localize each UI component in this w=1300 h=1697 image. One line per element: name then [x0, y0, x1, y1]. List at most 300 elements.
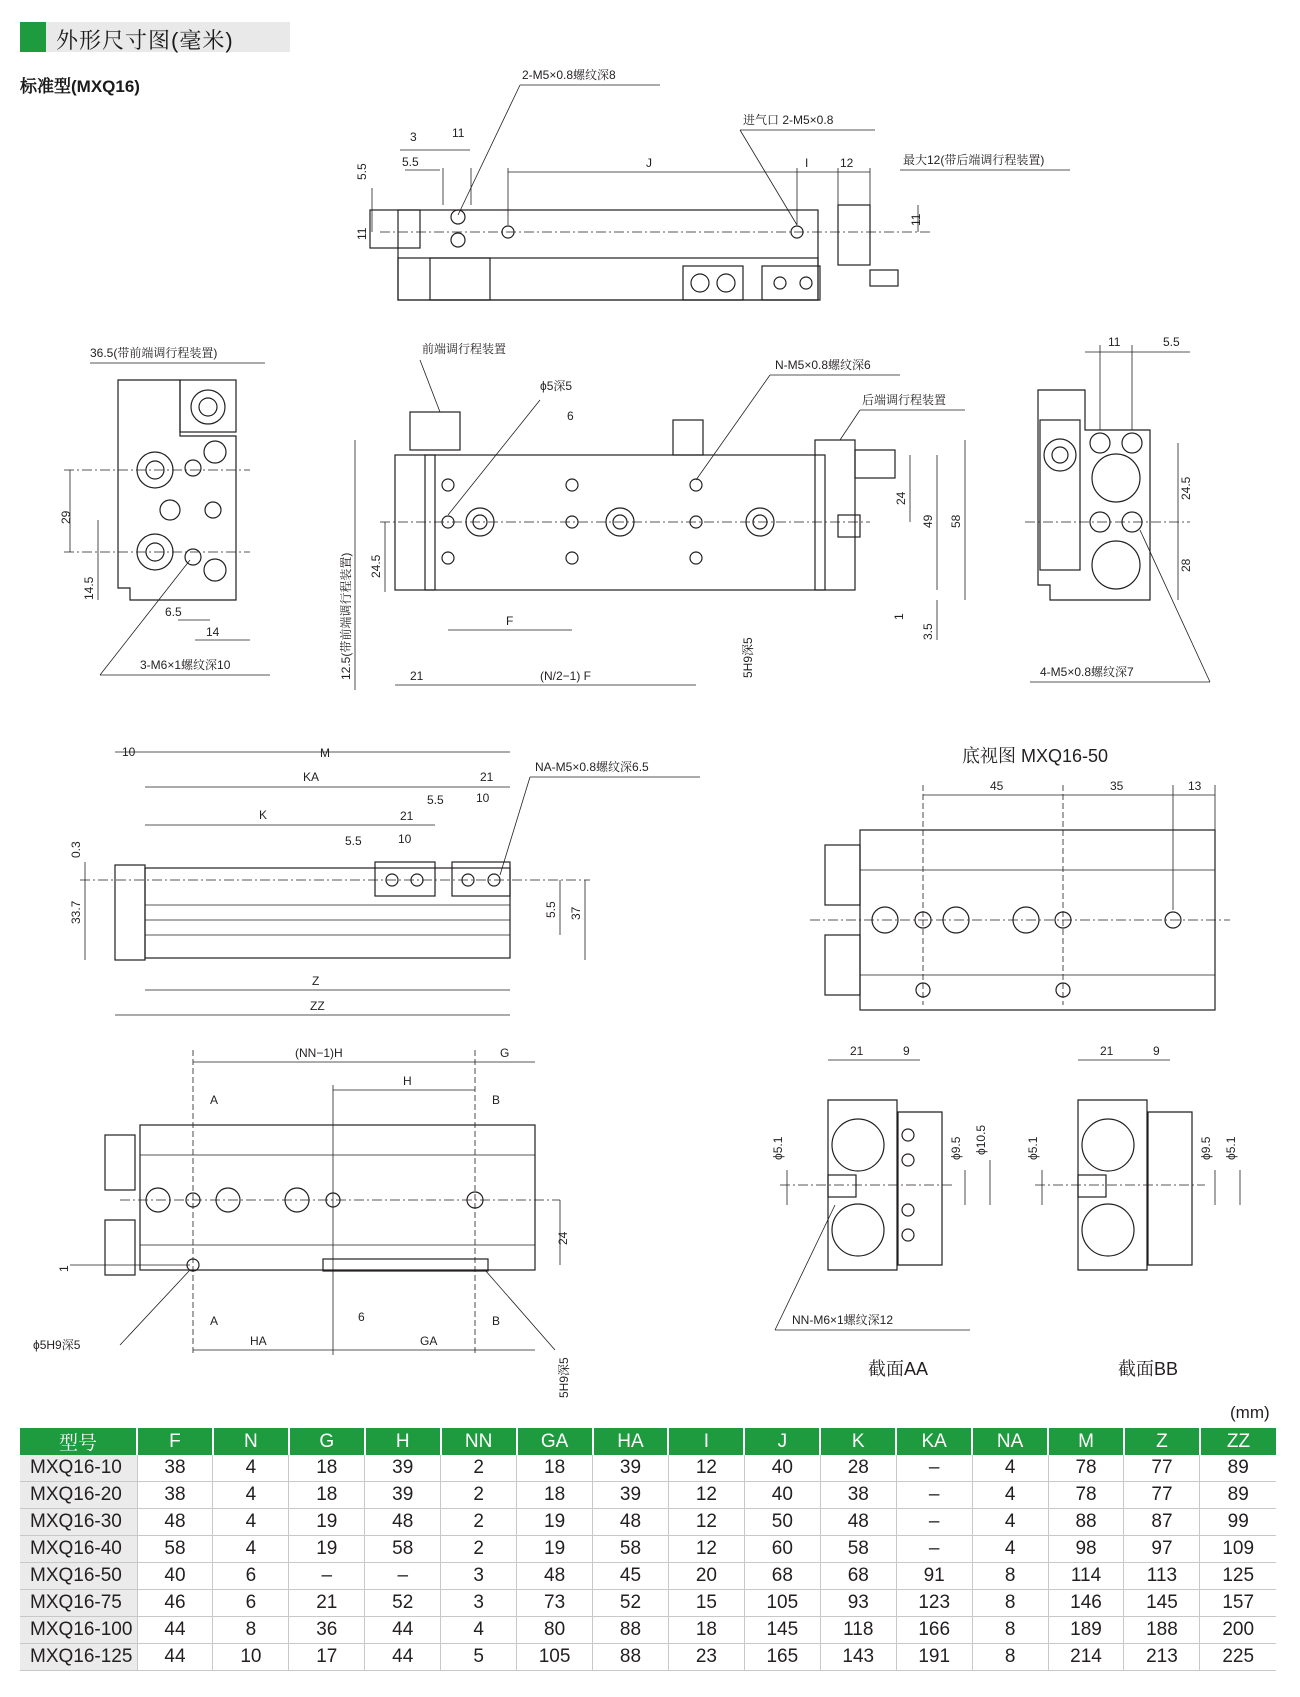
- table-row: [20, 1509, 1276, 1536]
- value-cell: 3: [441, 1590, 517, 1617]
- value-cell: 213: [1124, 1644, 1200, 1671]
- value-cell: 188: [1124, 1617, 1200, 1644]
- value-cell: 2: [441, 1455, 517, 1482]
- side-dim-10b: 10: [398, 832, 412, 846]
- section-aa-note: NN-M6×1螺纹深12: [792, 1313, 894, 1327]
- side-dim-21b: 21: [400, 809, 414, 823]
- value-cell: 19: [289, 1536, 365, 1563]
- value-cell: 19: [289, 1509, 365, 1536]
- table-row: [20, 1617, 1276, 1644]
- header-na: NA: [972, 1428, 1048, 1455]
- value-cell: 125: [1200, 1563, 1276, 1590]
- right-end-view: [1025, 345, 1210, 682]
- bottom-dim-G-text: G: [500, 1046, 510, 1060]
- bottom50-title: 底视图 MXQ16-50: [962, 746, 1109, 766]
- value-cell: 40: [137, 1563, 213, 1590]
- side-dim-0-3: 0.3: [69, 841, 83, 858]
- value-cell: 58: [137, 1536, 213, 1563]
- top-view-port-block: [683, 266, 743, 300]
- bottom-dim-6: 6: [358, 1310, 365, 1324]
- table-header-row: [20, 1428, 1276, 1455]
- top-dim-v-5-5: 5.5: [355, 163, 369, 180]
- top-hole-8: [800, 277, 812, 289]
- right-leader: [1140, 530, 1210, 682]
- section-aa-slider: [898, 1112, 942, 1265]
- section-aa-bore-1: [832, 1119, 884, 1171]
- value-cell: 157: [1200, 1590, 1276, 1617]
- value-cell: 10: [213, 1644, 289, 1671]
- value-cell: 78: [1048, 1482, 1124, 1509]
- bottom50-dim-35: 35: [1110, 779, 1124, 793]
- value-cell: 21: [289, 1590, 365, 1617]
- front-end-plate: [395, 455, 435, 590]
- top-dim-11: 11: [452, 126, 465, 140]
- side-dim-K-text: K: [259, 808, 268, 822]
- header-model: 型号: [20, 1428, 137, 1455]
- value-cell: 4: [213, 1536, 289, 1563]
- side-dim-10: 10: [122, 745, 136, 759]
- value-cell: 44: [137, 1644, 213, 1671]
- front-front-adjuster: [410, 412, 460, 450]
- top-view: [370, 85, 1070, 300]
- value-cell: 18: [289, 1482, 365, 1509]
- side-dim-KA-text: KA: [303, 770, 320, 784]
- bottom50-end-1: [825, 845, 860, 905]
- section-aa-leader: [775, 1205, 835, 1330]
- value-cell: 146: [1048, 1590, 1124, 1617]
- left-dim-29-text: 29: [59, 510, 73, 524]
- value-cell: 93: [820, 1590, 896, 1617]
- top-dim-I: I: [805, 156, 809, 170]
- right-dim-5-5: 5.5: [1163, 335, 1180, 349]
- value-cell: 113: [1124, 1563, 1200, 1590]
- top-view-rail: [398, 258, 818, 300]
- value-cell: 4: [213, 1455, 289, 1482]
- value-cell: 68: [744, 1563, 820, 1590]
- value-cell: 77: [1124, 1482, 1200, 1509]
- top-dim-3: 3: [410, 130, 417, 144]
- bottom-dim-NN1H-text: (NN−1)H: [295, 1046, 343, 1060]
- front-leader-hole: [448, 400, 540, 515]
- value-cell: 12: [668, 1509, 744, 1536]
- header-g: G: [289, 1428, 365, 1455]
- top-hole-5: [691, 274, 709, 292]
- value-cell: 6: [213, 1590, 289, 1617]
- right-dim-28-text: 28: [1179, 558, 1193, 572]
- header-ka: KA: [896, 1428, 972, 1455]
- header-h: H: [365, 1428, 441, 1455]
- bottom-dim-H-text: H: [403, 1074, 412, 1088]
- value-cell: 189: [1048, 1617, 1124, 1644]
- right-bore-1: [1092, 454, 1140, 502]
- section-aa-title: 截面AA: [868, 1359, 929, 1379]
- left-dim-6-5-text: 6.5: [165, 605, 182, 619]
- value-cell: 48: [820, 1509, 896, 1536]
- front-dim-58-text: 58: [949, 514, 963, 528]
- top-hole-7: [774, 277, 786, 289]
- value-cell: 97: [1124, 1536, 1200, 1563]
- header-zz: ZZ: [1200, 1428, 1276, 1455]
- value-cell: 4: [213, 1509, 289, 1536]
- bottom-end-2: [105, 1220, 135, 1275]
- right-hole-2: [1122, 433, 1142, 453]
- top-view-rear-stop: [838, 205, 870, 265]
- side-dim-5-5c: 5.5: [544, 901, 558, 918]
- bottom-leader-1: [120, 1270, 190, 1345]
- value-cell: 91: [896, 1563, 972, 1590]
- header-nn: NN: [441, 1428, 517, 1455]
- bottom50-dim-13: 13: [1188, 779, 1202, 793]
- top-dim-v-11b: 11: [909, 213, 923, 226]
- left-dim-14-text: 14: [206, 625, 220, 639]
- value-cell: 38: [820, 1482, 896, 1509]
- side-body: [145, 868, 510, 958]
- value-cell: 8: [972, 1644, 1048, 1671]
- front-leader-N: [696, 375, 770, 480]
- value-cell: 40: [744, 1482, 820, 1509]
- value-cell: 52: [365, 1590, 441, 1617]
- value-cell: 48: [365, 1509, 441, 1536]
- value-cell: 50: [744, 1509, 820, 1536]
- front-hole-1: [442, 479, 454, 491]
- front-dim-49-text: 49: [921, 514, 935, 528]
- left-hole-5: [185, 549, 201, 565]
- side-dim-37-text: 37: [569, 906, 583, 920]
- table-row: [20, 1455, 1276, 1482]
- bottom-dim-GA-text: GA: [420, 1334, 438, 1348]
- value-cell: 145: [744, 1617, 820, 1644]
- value-cell: 78: [1048, 1455, 1124, 1482]
- section-aa-9: 9: [903, 1044, 910, 1058]
- side-slot-1: [375, 862, 435, 896]
- table-row: [20, 1644, 1276, 1671]
- model-cell: MXQ16-20: [20, 1482, 137, 1509]
- value-cell: 8: [972, 1563, 1048, 1590]
- front-body: [425, 455, 825, 590]
- bottom-dim-HA-text: HA: [250, 1334, 267, 1348]
- value-cell: 60: [744, 1536, 820, 1563]
- section-aa-9-5: ϕ9.5: [949, 1136, 963, 1160]
- section-bb-bore-1: [1082, 1119, 1134, 1171]
- bottom-dim-A-bottom: A: [210, 1314, 219, 1328]
- value-cell: 17: [289, 1644, 365, 1671]
- top-dim-5-5: 5.5: [402, 155, 419, 169]
- value-cell: –: [896, 1455, 972, 1482]
- top-view-carriage: [430, 258, 490, 300]
- table-row: [20, 1563, 1276, 1590]
- bottom-view: [70, 1050, 560, 1355]
- value-cell: 8: [213, 1617, 289, 1644]
- left-stopper-bolt-in: [199, 398, 217, 416]
- section-bb-9-5: ϕ9.5: [1199, 1136, 1213, 1160]
- right-bore-2: [1092, 541, 1140, 589]
- value-cell: 46: [137, 1590, 213, 1617]
- value-cell: 18: [517, 1482, 593, 1509]
- side-dim-M-text: M: [320, 746, 330, 760]
- value-cell: –: [896, 1482, 972, 1509]
- side-note-NA: NA-M5×0.8螺纹深6.5: [535, 760, 649, 774]
- model-subtitle: 标准型(MXQ16): [20, 77, 140, 96]
- section-bb: [1035, 1060, 1240, 1270]
- unit-label: (mm): [1230, 1403, 1270, 1422]
- value-cell: 2: [441, 1536, 517, 1563]
- front-view: [355, 360, 965, 690]
- front-dim-24-5-text: 24.5: [369, 554, 383, 578]
- left-hole-6: [204, 559, 226, 581]
- value-cell: 36: [289, 1617, 365, 1644]
- bottom-dim-A-top: A: [210, 1093, 219, 1107]
- value-cell: 19: [517, 1536, 593, 1563]
- front-hole-2: [566, 479, 578, 491]
- top-dim-J: J: [646, 156, 652, 170]
- bottom50-view: [810, 785, 1230, 1010]
- leader-top-note-2: [740, 130, 797, 225]
- value-cell: –: [289, 1563, 365, 1590]
- section-aa-hole-3: [902, 1204, 914, 1216]
- value-cell: 44: [365, 1617, 441, 1644]
- header-j: J: [744, 1428, 820, 1455]
- value-cell: 200: [1200, 1617, 1276, 1644]
- value-cell: –: [896, 1509, 972, 1536]
- value-cell: 87: [1124, 1509, 1200, 1536]
- section-aa-10-5: ϕ10.5: [974, 1124, 988, 1155]
- value-cell: 99: [1200, 1509, 1276, 1536]
- front-note-N: N-M5×0.8螺纹深6: [775, 358, 871, 372]
- left-note-thread: 3-M6×1螺纹深10: [140, 658, 231, 672]
- top-note-max: 最大12(带后端调行程装置): [903, 153, 1045, 167]
- value-cell: 88: [593, 1617, 669, 1644]
- value-cell: 39: [365, 1455, 441, 1482]
- value-cell: 88: [593, 1644, 669, 1671]
- section-aa-pin: [828, 1175, 856, 1197]
- value-cell: 191: [896, 1644, 972, 1671]
- top-note-thread: 2-M5×0.8螺纹深8: [522, 68, 616, 82]
- value-cell: 77: [1124, 1455, 1200, 1482]
- value-cell: 145: [1124, 1590, 1200, 1617]
- model-cell: MXQ16-75: [20, 1590, 137, 1617]
- value-cell: 105: [517, 1644, 593, 1671]
- side-leader: [500, 777, 530, 875]
- side-end: [115, 865, 145, 960]
- left-dim-14-5-text: 14.5: [82, 576, 96, 600]
- value-cell: 2: [441, 1482, 517, 1509]
- top-dim-12: 12: [840, 156, 854, 170]
- section-bb-9: 9: [1153, 1044, 1160, 1058]
- top-hole-2: [451, 233, 465, 247]
- section-bb-bore-2: [1082, 1204, 1134, 1256]
- value-cell: 52: [593, 1590, 669, 1617]
- front-leader-front: [420, 360, 440, 412]
- side-dim-21: 21: [480, 770, 494, 784]
- value-cell: 38: [137, 1455, 213, 1482]
- bottom50-end-2: [825, 935, 860, 995]
- front-leader-rear: [840, 410, 860, 440]
- section-aa-hole-2: [902, 1154, 914, 1166]
- section-aa: [775, 1060, 990, 1330]
- front-hole-9: [690, 552, 702, 564]
- value-cell: 44: [365, 1644, 441, 1671]
- top-dim-v-11: 11: [355, 227, 369, 240]
- value-cell: 73: [517, 1590, 593, 1617]
- model-cell: MXQ16-30: [20, 1509, 137, 1536]
- value-cell: 15: [668, 1590, 744, 1617]
- top-view-adjust-screw: [870, 270, 898, 286]
- value-cell: 48: [517, 1563, 593, 1590]
- value-cell: 4: [441, 1617, 517, 1644]
- model-cell: MXQ16-10: [20, 1455, 137, 1482]
- table-row: [20, 1482, 1276, 1509]
- value-cell: 3: [441, 1563, 517, 1590]
- value-cell: 105: [744, 1590, 820, 1617]
- bottom-leader-2: [485, 1270, 555, 1350]
- header-ha: HA: [593, 1428, 669, 1455]
- section-bb-title: 截面BB: [1118, 1359, 1179, 1379]
- front-dim-24-text: 24: [894, 491, 908, 505]
- section-aa-21: 21: [850, 1044, 864, 1058]
- side-dim-5-5a: 5.5: [427, 793, 444, 807]
- value-cell: 80: [517, 1617, 593, 1644]
- value-cell: 39: [593, 1455, 669, 1482]
- front-dim-6: 6: [567, 409, 574, 423]
- table-row: [20, 1590, 1276, 1617]
- value-cell: 45: [593, 1563, 669, 1590]
- front-dim-3-5-text: 3.5: [921, 623, 935, 640]
- top-note-port: 进气口 2-M5×0.8: [743, 113, 834, 127]
- left-end-view: [64, 363, 270, 675]
- value-cell: 44: [137, 1617, 213, 1644]
- side-dim-Z-text: Z: [312, 974, 320, 988]
- section-bb-5-1: ϕ5.1: [1026, 1136, 1040, 1160]
- right-dim-11: 11: [1108, 335, 1121, 349]
- value-cell: 2: [441, 1509, 517, 1536]
- right-dim-24-5-text: 24.5: [1179, 476, 1193, 500]
- front-rear-adjuster: [855, 450, 895, 478]
- value-cell: 68: [820, 1563, 896, 1590]
- value-cell: 12: [668, 1536, 744, 1563]
- front-hole-3: [690, 479, 702, 491]
- value-cell: 48: [137, 1509, 213, 1536]
- left-end-outline: [118, 380, 236, 600]
- section-bb-slider: [1148, 1112, 1192, 1265]
- side-view: [80, 752, 700, 1015]
- value-cell: 18: [289, 1455, 365, 1482]
- header-k: K: [820, 1428, 896, 1455]
- side-dim-10a: 10: [476, 791, 490, 805]
- front-carriage-tab: [673, 420, 703, 455]
- left-hole-2: [204, 441, 226, 463]
- section-bb-5-1b: ϕ5.1: [1224, 1136, 1238, 1160]
- left-hole-3: [160, 500, 180, 520]
- top-view-port-block-2: [762, 266, 820, 300]
- value-cell: 88: [1048, 1509, 1124, 1536]
- top-hole-1: [451, 210, 465, 224]
- side-dim-33-7-text: 33.7: [69, 900, 83, 924]
- front-hole-note: ϕ5深5: [540, 379, 573, 393]
- value-cell: 4: [972, 1536, 1048, 1563]
- left-hole-4: [205, 502, 221, 518]
- value-cell: 12: [668, 1482, 744, 1509]
- value-cell: 89: [1200, 1482, 1276, 1509]
- value-cell: 23: [668, 1644, 744, 1671]
- value-cell: 18: [668, 1617, 744, 1644]
- front-note-12-5: 12.5(带前端调行程装置): [339, 552, 353, 680]
- right-note-thread: 4-M5×0.8螺纹深7: [1040, 665, 1134, 679]
- right-bolt-in: [1052, 447, 1068, 463]
- top-hole-6: [717, 274, 735, 292]
- value-cell: 123: [896, 1590, 972, 1617]
- bottom-dim-1-text: 1: [57, 1265, 71, 1272]
- front-dim-1-text: 1: [892, 613, 906, 620]
- front-pin-note: 5H9深5: [741, 637, 755, 678]
- value-cell: 114: [1048, 1563, 1124, 1590]
- bottom-end-1: [105, 1135, 135, 1190]
- side-slot-2: [452, 862, 510, 896]
- section-aa-hole-4: [902, 1229, 914, 1241]
- value-cell: 4: [972, 1482, 1048, 1509]
- section-bb-21: 21: [1100, 1044, 1114, 1058]
- left-hole-1: [185, 460, 201, 476]
- value-cell: –: [365, 1563, 441, 1590]
- header-f: F: [137, 1428, 213, 1455]
- model-cell: MXQ16-50: [20, 1563, 137, 1590]
- front-hole-7: [442, 552, 454, 564]
- bottom-note-pin: ϕ5H9深5: [33, 1338, 81, 1352]
- value-cell: 4: [213, 1482, 289, 1509]
- bottom-dim-B-bottom: B: [492, 1314, 501, 1328]
- value-cell: –: [896, 1536, 972, 1563]
- value-cell: 58: [593, 1536, 669, 1563]
- left-stopper-bolt: [191, 390, 225, 424]
- bottom-dim-B-top: B: [492, 1093, 501, 1107]
- bottom-slot: [323, 1259, 488, 1271]
- header-n: N: [213, 1428, 289, 1455]
- value-cell: 4: [972, 1509, 1048, 1536]
- value-cell: 28: [820, 1455, 896, 1482]
- value-cell: 166: [896, 1617, 972, 1644]
- model-cell: MXQ16-40: [20, 1536, 137, 1563]
- right-hole-1: [1090, 433, 1110, 453]
- table-row: [20, 1536, 1276, 1563]
- value-cell: 58: [365, 1536, 441, 1563]
- value-cell: 58: [820, 1536, 896, 1563]
- right-end-slider: [1040, 420, 1080, 570]
- header-i: I: [668, 1428, 744, 1455]
- header-z: Z: [1124, 1428, 1200, 1455]
- bottom-note-pin-2: 5H9深5: [557, 1357, 571, 1398]
- bottom50-dim-45: 45: [990, 779, 1004, 793]
- model-cell: MXQ16-125: [20, 1644, 137, 1671]
- section-aa-hole-1: [902, 1129, 914, 1141]
- left-note-36-5: 36.5(带前端调行程装置): [90, 346, 218, 360]
- value-cell: 19: [517, 1509, 593, 1536]
- value-cell: 5: [441, 1644, 517, 1671]
- value-cell: 143: [820, 1644, 896, 1671]
- section-aa-bore-2: [832, 1204, 884, 1256]
- value-cell: 38: [137, 1482, 213, 1509]
- right-bolt: [1044, 439, 1076, 471]
- front-rear-detail: [838, 515, 860, 537]
- top-view-end-block: [370, 210, 420, 248]
- value-cell: 40: [744, 1455, 820, 1482]
- bottom-dim-24-text: 24: [556, 1231, 570, 1245]
- value-cell: 12: [668, 1455, 744, 1482]
- value-cell: 4: [972, 1455, 1048, 1482]
- section-bb-pin: [1078, 1175, 1106, 1197]
- side-dim-ZZ-text: ZZ: [310, 999, 325, 1013]
- value-cell: 109: [1200, 1536, 1276, 1563]
- front-dim-21-text: 21: [410, 669, 424, 683]
- front-dim-N2F-text: (N/2−1) F: [540, 669, 592, 683]
